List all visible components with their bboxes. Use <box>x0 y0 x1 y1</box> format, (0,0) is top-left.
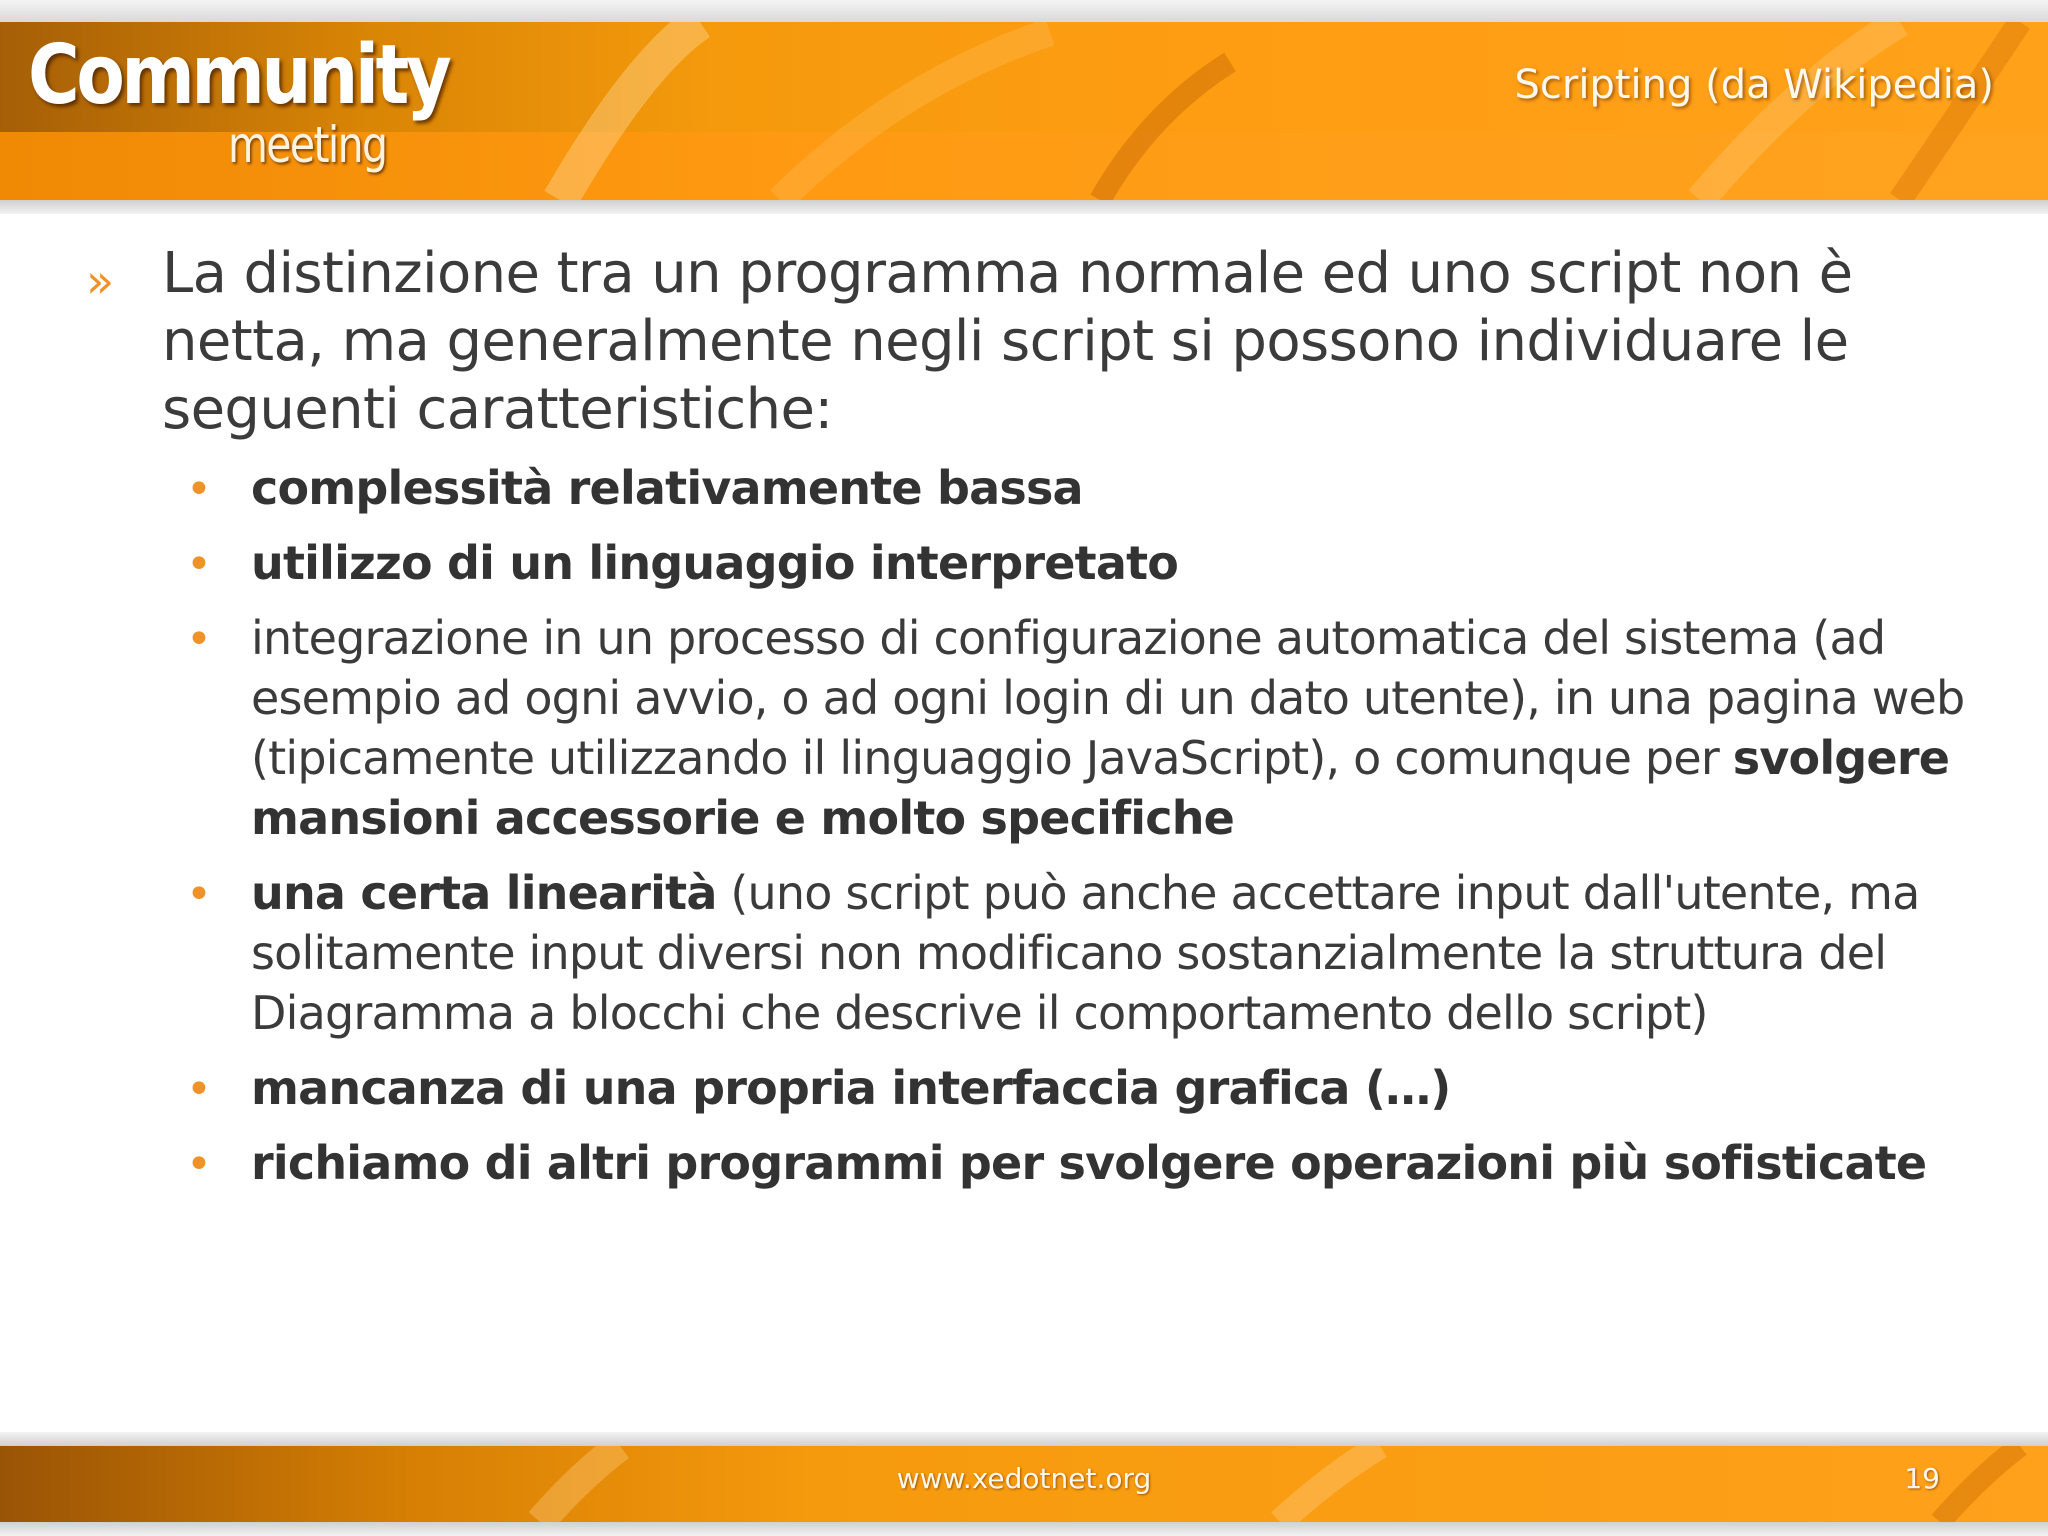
orange-dot-icon: • <box>186 1139 212 1190</box>
sub-item-bold-text: utilizzo di un linguaggio interpretato <box>251 536 1179 590</box>
header-bottom-rule <box>0 200 2048 214</box>
sub-item-bold-text: richiamo di altri programmi per svolgere operazioni più sofisticate <box>251 1136 1927 1190</box>
header-top-rule <box>0 0 2048 22</box>
sub-item-bold-text: una certa linearità <box>251 866 717 920</box>
sub-item-bold-text: mancanza di una propria interfaccia grafica (…) <box>251 1061 1451 1115</box>
footer-url: www.xedotnet.org <box>896 1462 1152 1495</box>
orange-dot-icon: • <box>186 539 212 590</box>
list-item <box>0 608 1981 848</box>
slide-title: Scripting (da Wikipedia) <box>1514 62 1994 108</box>
list-item <box>0 863 1981 1043</box>
footer-top-rule <box>0 1432 2048 1446</box>
list-item <box>0 1133 1981 1193</box>
main-bullet-text: La distinzione tra un programma normale ed uno script non è netta, ma generalmente negli script si possono individuare le seguenti caratteristiche: <box>162 241 1853 442</box>
sub-bullet-list <box>0 458 2048 1208</box>
list-item <box>0 458 1981 518</box>
sub-item-bold-text: svolgere mansioni accessorie e molto specifiche <box>251 731 1950 845</box>
orange-dot-icon: • <box>186 614 212 665</box>
logo-community-word: Community <box>28 28 449 123</box>
sub-item-text: integrazione in un processo di configurazione automatica del sistema (ad esempio ad ogni avvio, o ad ogni login di un dato utente), in una pagina web (tipicamente utilizzando il linguaggio JavaScript), o comunque per <box>251 611 1965 785</box>
orange-dot-icon: • <box>186 869 212 920</box>
page-number: 19 <box>1904 1462 1940 1495</box>
orange-dot-icon: • <box>186 464 212 515</box>
sub-item-text: (uno script può anche accettare input dall'utente, ma solitamente input diversi non modificano sostanzialmente la struttura del Diagramma a blocchi che descrive il comportamento dello script) <box>251 866 1920 1040</box>
orange-dot-icon: • <box>186 1064 212 1115</box>
logo-meeting-word: meeting <box>228 116 387 174</box>
list-item <box>0 1058 1981 1118</box>
double-chevron-icon: » <box>86 254 115 308</box>
list-item <box>0 533 1981 593</box>
footer-bottom-rule <box>0 1522 2048 1536</box>
sub-item-bold-text: complessità relativamente bassa <box>251 461 1083 515</box>
